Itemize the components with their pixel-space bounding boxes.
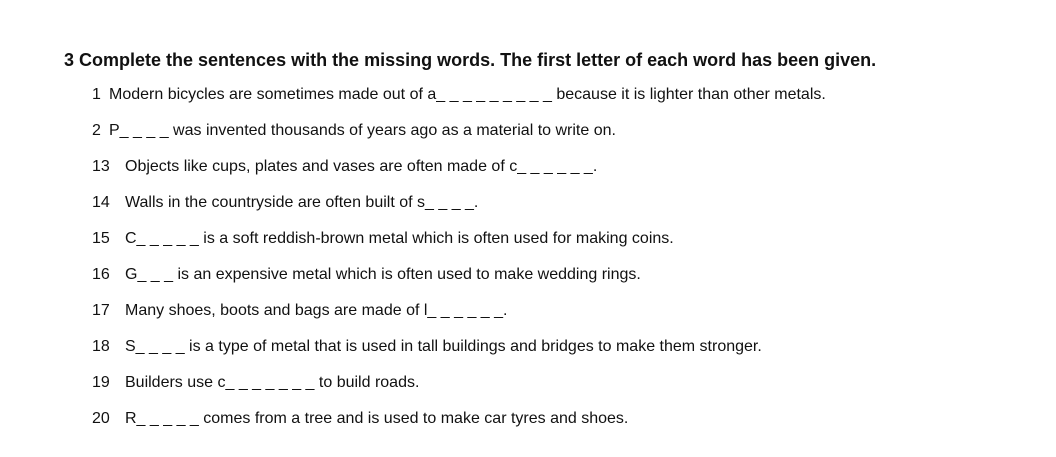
sentence-item (92, 228, 826, 264)
item-number: 20 (92, 410, 110, 427)
item-text: Modern bicycles are sometimes made out of a_ _ _ _ _ _ _ _ _ because it is lighter than other metals. (109, 86, 826, 103)
sentence-item (92, 336, 826, 372)
sentence-list (92, 84, 826, 444)
sentence-item (92, 120, 826, 156)
item-text: C_ _ _ _ _ is a soft reddish-brown metal which is often used for making coins. (125, 230, 674, 247)
sentence-item (92, 300, 826, 336)
item-text: G_ _ _ is an expensive metal which is often used to make wedding rings. (125, 266, 641, 283)
sentence-item (92, 372, 826, 408)
item-text: Objects like cups, plates and vases are often made of c_ _ _ _ _ _. (125, 158, 598, 175)
item-number: 1 (92, 86, 101, 103)
sentence-item (92, 84, 826, 120)
item-number: 2 (92, 122, 101, 139)
item-text: S_ _ _ _ is a type of metal that is used in tall buildings and bridges to make them stronger. (125, 338, 762, 355)
item-text: P_ _ _ _ was invented thousands of years ago as a material to write on. (109, 122, 616, 139)
item-number: 13 (92, 158, 110, 175)
sentence-item (92, 408, 826, 444)
item-text: R_ _ _ _ _ comes from a tree and is used to make car tyres and shoes. (125, 410, 629, 427)
item-text: Many shoes, boots and bags are made of l_ _ _ _ _ _. (125, 302, 508, 319)
item-text: Builders use c_ _ _ _ _ _ _ to build roads. (125, 374, 420, 391)
sentence-item (92, 264, 826, 300)
item-number: 17 (92, 302, 110, 319)
item-number: 16 (92, 266, 110, 283)
item-number: 18 (92, 338, 110, 355)
item-number: 15 (92, 230, 110, 247)
exercise-heading: 3 Complete the sentences with the missing words. The first letter of each word has been given. (64, 50, 877, 70)
item-text: Walls in the countryside are often built of s_ _ _ _. (125, 194, 479, 211)
sentence-item (92, 156, 826, 192)
item-number: 19 (92, 374, 110, 391)
sentence-item (92, 192, 826, 228)
item-number: 14 (92, 194, 110, 211)
